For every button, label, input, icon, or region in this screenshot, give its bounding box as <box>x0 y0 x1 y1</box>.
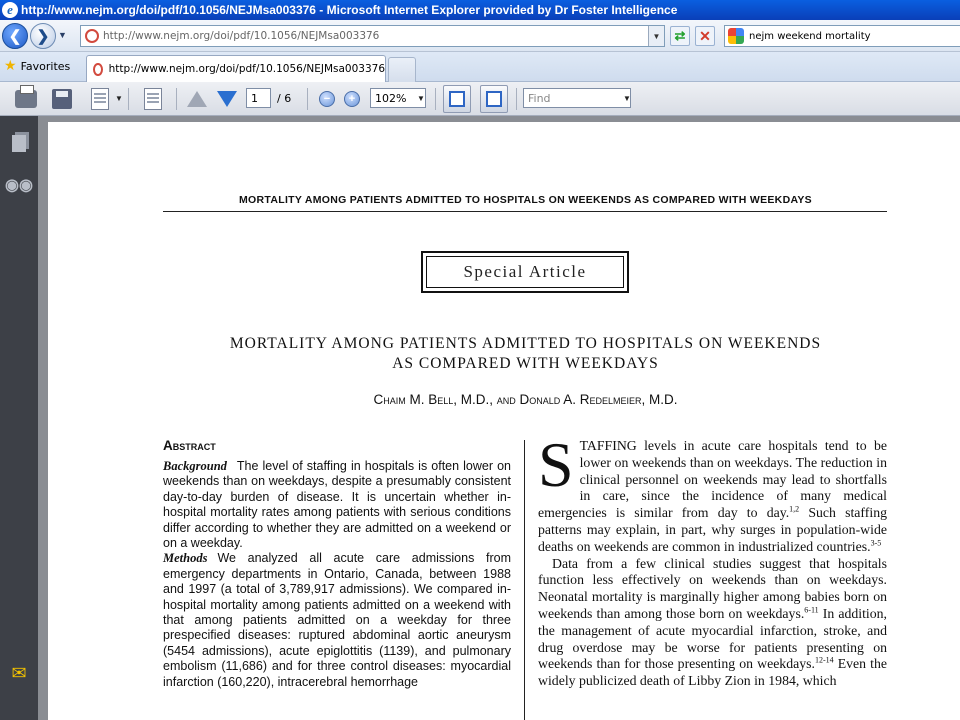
tab-active[interactable] <box>86 55 386 82</box>
google-logo-icon <box>728 28 744 44</box>
toolbar-divider <box>435 88 436 110</box>
page-setup-button[interactable] <box>86 86 114 112</box>
header-rule <box>163 211 887 212</box>
reference[interactable]: 1,2 <box>789 504 800 514</box>
collaborate-button[interactable] <box>138 86 168 112</box>
pdf-page <box>48 122 960 720</box>
toolbar-divider <box>176 88 177 110</box>
ie-logo-icon: e <box>2 2 18 18</box>
address-input[interactable]: http://www.nejm.org/doi/pdf/10.1056/NEJMsa003376 <box>103 30 380 42</box>
forward-button[interactable] <box>30 23 56 49</box>
site-favicon-icon <box>85 29 99 43</box>
find-dropdown-icon[interactable]: ▼ <box>623 94 631 103</box>
reference[interactable]: 6-11 <box>804 605 819 615</box>
new-tab-button[interactable] <box>388 57 416 82</box>
body-text: In addition, the management of acute myocardial infarction, stroke, and drug overdose may be worse for patients presenting on weekends than for those presenting on weekdays. <box>538 605 887 672</box>
article-body <box>538 429 887 690</box>
zoom-in-icon: + <box>344 91 360 107</box>
abstract-section-head: Background <box>163 459 227 473</box>
find-input[interactable]: Find <box>523 88 631 108</box>
pdf-toolbar <box>0 82 960 116</box>
reference[interactable]: 12-14 <box>814 655 834 665</box>
body-paragraph <box>538 556 887 690</box>
document-icon <box>91 88 109 110</box>
save-button[interactable] <box>48 86 76 112</box>
save-icon <box>52 89 72 109</box>
article-type: Special Article <box>463 262 587 281</box>
favorites-button[interactable] <box>4 58 70 74</box>
stop-icon: ✕ <box>699 27 711 44</box>
article-title <box>164 334 887 374</box>
arrow-down-icon <box>217 91 237 107</box>
toolbar-divider <box>307 88 308 110</box>
drop-cap: S <box>538 429 574 500</box>
pdf-sidebar <box>0 116 38 720</box>
star-icon: ★ <box>4 58 17 74</box>
reference[interactable]: 3-5 <box>870 538 882 548</box>
print-icon <box>15 90 37 108</box>
fit-page-icon <box>480 85 508 113</box>
running-head: MORTALITY AMONG PATIENTS ADMITTED TO HOSPITALS ON WEEKENDS AS COMPARED WITH WEEKDAYS <box>239 194 812 206</box>
next-page-button[interactable] <box>214 86 240 112</box>
back-arrow-icon: ❮ <box>8 28 22 45</box>
zoom-out-icon: − <box>319 91 335 107</box>
column-divider <box>524 440 525 720</box>
abstract-paragraph: We analyzed all acute care admissions from emergency departments in Ontario, Canada, between 1988 and 1997 (a total of 3,789,917 admissions). We compared in-hospital mortality among patients admitted on a weekend with that among patients admitted on a weekday for three prespecified diseases: ruptured abdominal aortic aneurysm (5454 admissions), acute epiglottitis (1139), and pulmonary embolism (11,686) and for three control diseases: myocardial infarction (160,220), intracerebral hemorrhage <box>163 551 511 689</box>
refresh-button[interactable] <box>670 26 690 46</box>
arrow-up-icon <box>187 91 207 107</box>
title-line: AS COMPARED WITH WEEKDAYS <box>392 355 659 372</box>
back-button[interactable] <box>2 23 28 49</box>
zoom-input[interactable]: 102% <box>370 88 426 108</box>
title-line: MORTALITY AMONG PATIENTS ADMITTED TO HOSPITALS ON WEEKENDS <box>229 335 822 352</box>
comments-icon[interactable]: ✉ <box>11 662 27 683</box>
abstract-section-head: Methods <box>163 551 208 566</box>
page-total: / 6 <box>277 92 292 105</box>
address-dropdown-icon[interactable]: ▼ <box>648 26 664 46</box>
body-text: Such staffing patterns may explain, in part, why surges in population-wide deaths on weekends are common in industrialized countries. <box>538 505 887 554</box>
search-box[interactable] <box>724 25 960 47</box>
title-bar <box>0 0 960 20</box>
zoom-out-button[interactable] <box>318 86 336 112</box>
toolbar-divider <box>516 88 517 110</box>
print-button[interactable] <box>12 86 40 112</box>
tab-label: http://www.nejm.org/doi/pdf/10.1056/NEJMsa003376 <box>108 63 385 75</box>
body-text: Data from a few clinical studies suggest that hospitals function less effectively on weekends than on weekdays. Neonatal mortality is marginally higher among babies born on weekends than among those born on weekdays. <box>538 555 887 621</box>
address-bar[interactable] <box>80 25 665 47</box>
recent-pages-dropdown[interactable]: ▼ <box>58 30 67 40</box>
abstract-heading: Abstract <box>163 438 216 453</box>
pages-icon[interactable] <box>8 132 30 154</box>
address-toolbar <box>0 20 960 52</box>
zoom-dropdown-icon[interactable]: ▼ <box>417 94 425 103</box>
body-text: Even the widely publicized death of Libby Zion in 1984, which <box>538 656 887 689</box>
page-number-input[interactable]: 1 <box>246 88 271 108</box>
forward-arrow-icon: ❯ <box>36 28 50 45</box>
body-paragraph <box>538 429 887 556</box>
body-text: TAFFING levels in acute care hospitals tend to be lower on weekends than on weekdays. The reduction in clinical personnel on weekends may lead to shortfalls in care, since the incidence of many medical emergencies is similar from day to day. <box>538 438 887 521</box>
zoom-in-button[interactable] <box>343 86 361 112</box>
refresh-icon: ⇄ <box>674 28 686 43</box>
binoculars-icon[interactable]: ◉◉ <box>5 177 33 194</box>
fit-width-button[interactable] <box>442 86 472 112</box>
collaborate-icon <box>144 88 162 110</box>
article-type-box <box>421 251 629 293</box>
previous-page-button[interactable] <box>184 86 210 112</box>
page-setup-dropdown-icon[interactable]: ▼ <box>115 94 123 103</box>
fit-page-button[interactable] <box>479 86 509 112</box>
fit-width-icon <box>443 85 471 113</box>
tab-bar <box>0 52 960 82</box>
toolbar-divider <box>128 88 129 110</box>
authors: Chaim M. Bell, M.D., and Donald A. Redelmeier, M.D. <box>373 392 678 407</box>
favorites-label: Favorites <box>20 59 71 73</box>
search-input[interactable]: nejm weekend mortality <box>749 30 871 42</box>
abstract-paragraph: The level of staffing in hospitals is often lower on weekends than on weekdays, despite a presumably consistent day-to-day burden of disease. It is uncertain whether in-hospital mortality rates among patients with serious conditions differ according to whether they are admitted on a weekend or on a weekday. <box>163 459 511 551</box>
window-title: http://www.nejm.org/doi/pdf/10.1056/NEJMsa003376 - Microsoft Internet Explorer provided by Dr Foster Intelligence <box>21 3 678 17</box>
tab-favicon-icon <box>93 63 103 76</box>
stop-button[interactable] <box>695 26 715 46</box>
abstract-text <box>163 459 511 690</box>
